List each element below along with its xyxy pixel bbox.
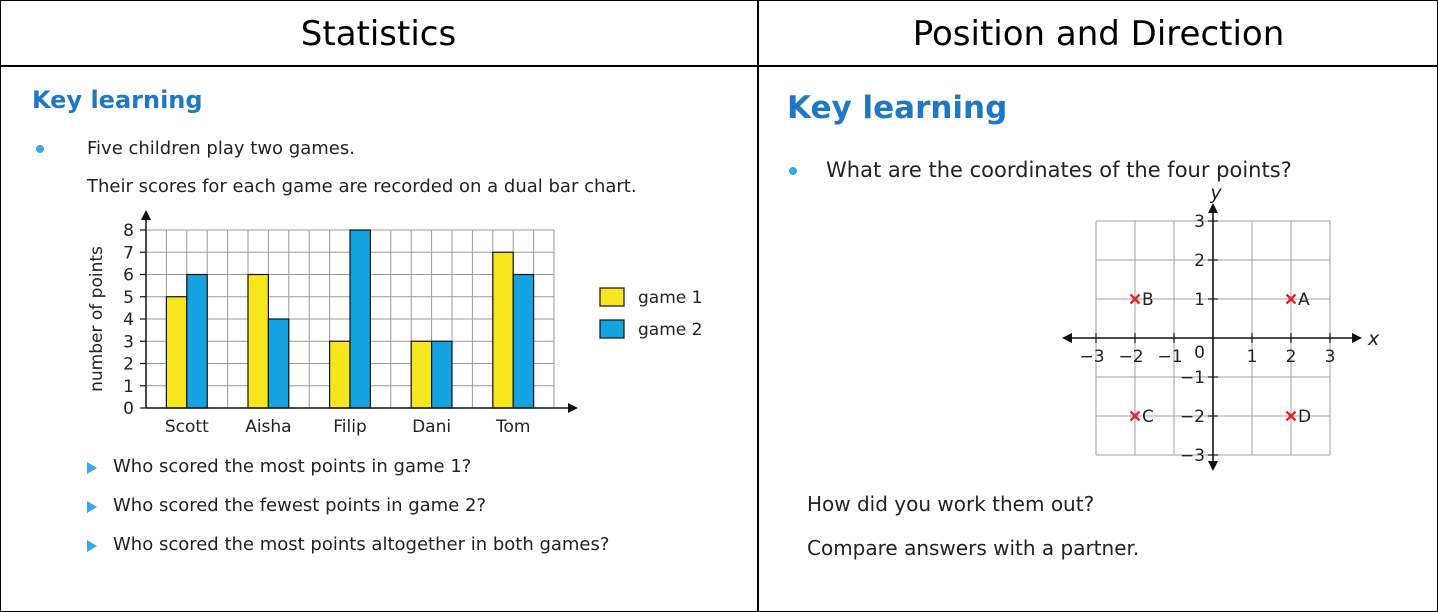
bar-game-1-aisha <box>248 275 268 409</box>
bar-game-2-dani <box>432 341 452 408</box>
point-a-label: A <box>1298 290 1310 310</box>
x-tick-label: 1 <box>1246 347 1258 367</box>
arrow-bullet-icon <box>87 540 97 552</box>
y-axis-arrow-icon <box>1208 203 1218 213</box>
coordinate-grid <box>1062 188 1402 478</box>
position-direction-title: Position and Direction <box>912 14 1285 54</box>
bar-game-2-filip <box>350 230 370 408</box>
x-tick-label: −3 <box>1079 347 1105 367</box>
y-tick-label: 7 <box>123 243 134 264</box>
x-tick-label: −1 <box>1157 347 1183 367</box>
y-tick-label: 1 <box>1194 290 1205 310</box>
y-tick-label: 2 <box>1194 251 1205 271</box>
y-tick-label: 6 <box>123 265 134 286</box>
bullet-icon <box>36 145 44 153</box>
bar-game-1-scott <box>166 297 186 408</box>
bar-game-2-aisha <box>268 319 288 408</box>
dual-bar-chart <box>80 208 730 438</box>
arrow-bullet-icon <box>87 501 97 513</box>
y-tick-label: 3 <box>123 332 134 353</box>
intro-line-2: Their scores for each game are recorded on a dual bar chart. <box>87 176 637 197</box>
partner-instruction: Compare answers with a partner. <box>807 536 1140 560</box>
x-tick-label: 2 <box>1285 347 1297 367</box>
category-label: Aisha <box>245 417 292 437</box>
point-b-label: B <box>1142 290 1154 310</box>
axes <box>1062 203 1362 471</box>
arrow-bullet-icon <box>87 462 97 474</box>
x-axis-arrow-icon <box>568 403 578 413</box>
y-axis-label: number of points <box>87 246 107 392</box>
column-divider <box>757 0 759 612</box>
y-tick-label: −1 <box>1179 368 1205 388</box>
y-axis-label: y <box>1210 188 1222 204</box>
legend-label: game 1 <box>638 288 703 308</box>
category-label: Tom <box>495 417 531 437</box>
y-tick-label: 4 <box>123 310 134 330</box>
y-tick-label: 3 <box>1194 212 1205 232</box>
y-tick-label: 8 <box>123 221 134 241</box>
question-2: Who scored the fewest points in game 2? <box>113 495 487 516</box>
header-divider <box>0 65 1438 67</box>
category-label: Dani <box>412 417 452 437</box>
x-axis-arrow-icon <box>1062 333 1072 343</box>
y-tick-label: 0 <box>123 399 134 419</box>
y-axis-arrow-icon <box>1208 461 1218 471</box>
statistics-title: Statistics <box>300 14 457 54</box>
bar-game-2-scott <box>187 275 207 409</box>
bar-game-1-filip <box>330 341 350 408</box>
x-axis-label: x <box>1368 328 1380 350</box>
bullet-icon <box>789 167 797 175</box>
left-key-learning-heading: Key learning <box>32 86 203 114</box>
y-tick-label: 5 <box>123 287 134 308</box>
chart-legend <box>600 288 702 340</box>
coordinates-question: What are the coordinates of the four points? <box>826 158 1292 182</box>
legend-swatch <box>600 320 624 338</box>
y-tick-label: 1 <box>123 376 134 397</box>
category-label: Filip <box>333 417 367 437</box>
question-1: Who scored the most points in game 1? <box>113 456 472 477</box>
intro-line-1: Five children play two games. <box>87 138 355 159</box>
category-label: Scott <box>164 417 209 437</box>
y-axis-arrow-icon <box>141 210 151 220</box>
bar-game-1-dani <box>411 341 431 408</box>
bar-game-2-tom <box>513 275 533 409</box>
y-tick-label: −2 <box>1179 407 1205 427</box>
origin-label: 0 <box>1194 343 1205 363</box>
y-tick-label: −3 <box>1179 446 1205 466</box>
y-tick-label: 2 <box>123 354 134 375</box>
point-c-label: C <box>1142 407 1154 427</box>
right-key-learning-heading: Key learning <box>787 90 1008 126</box>
point-d-label: D <box>1298 407 1312 427</box>
tick-labels <box>1079 188 1380 466</box>
legend-label: game 2 <box>638 320 703 340</box>
question-3: Who scored the most points altogether in both games? <box>113 534 610 555</box>
x-axis-arrow-icon <box>1352 333 1362 343</box>
x-tick-label: 3 <box>1324 347 1336 367</box>
x-tick-label: −2 <box>1118 347 1144 367</box>
follow-up-question: How did you work them out? <box>807 492 1095 516</box>
bar-game-1-tom <box>493 252 513 408</box>
legend-swatch <box>600 288 624 306</box>
